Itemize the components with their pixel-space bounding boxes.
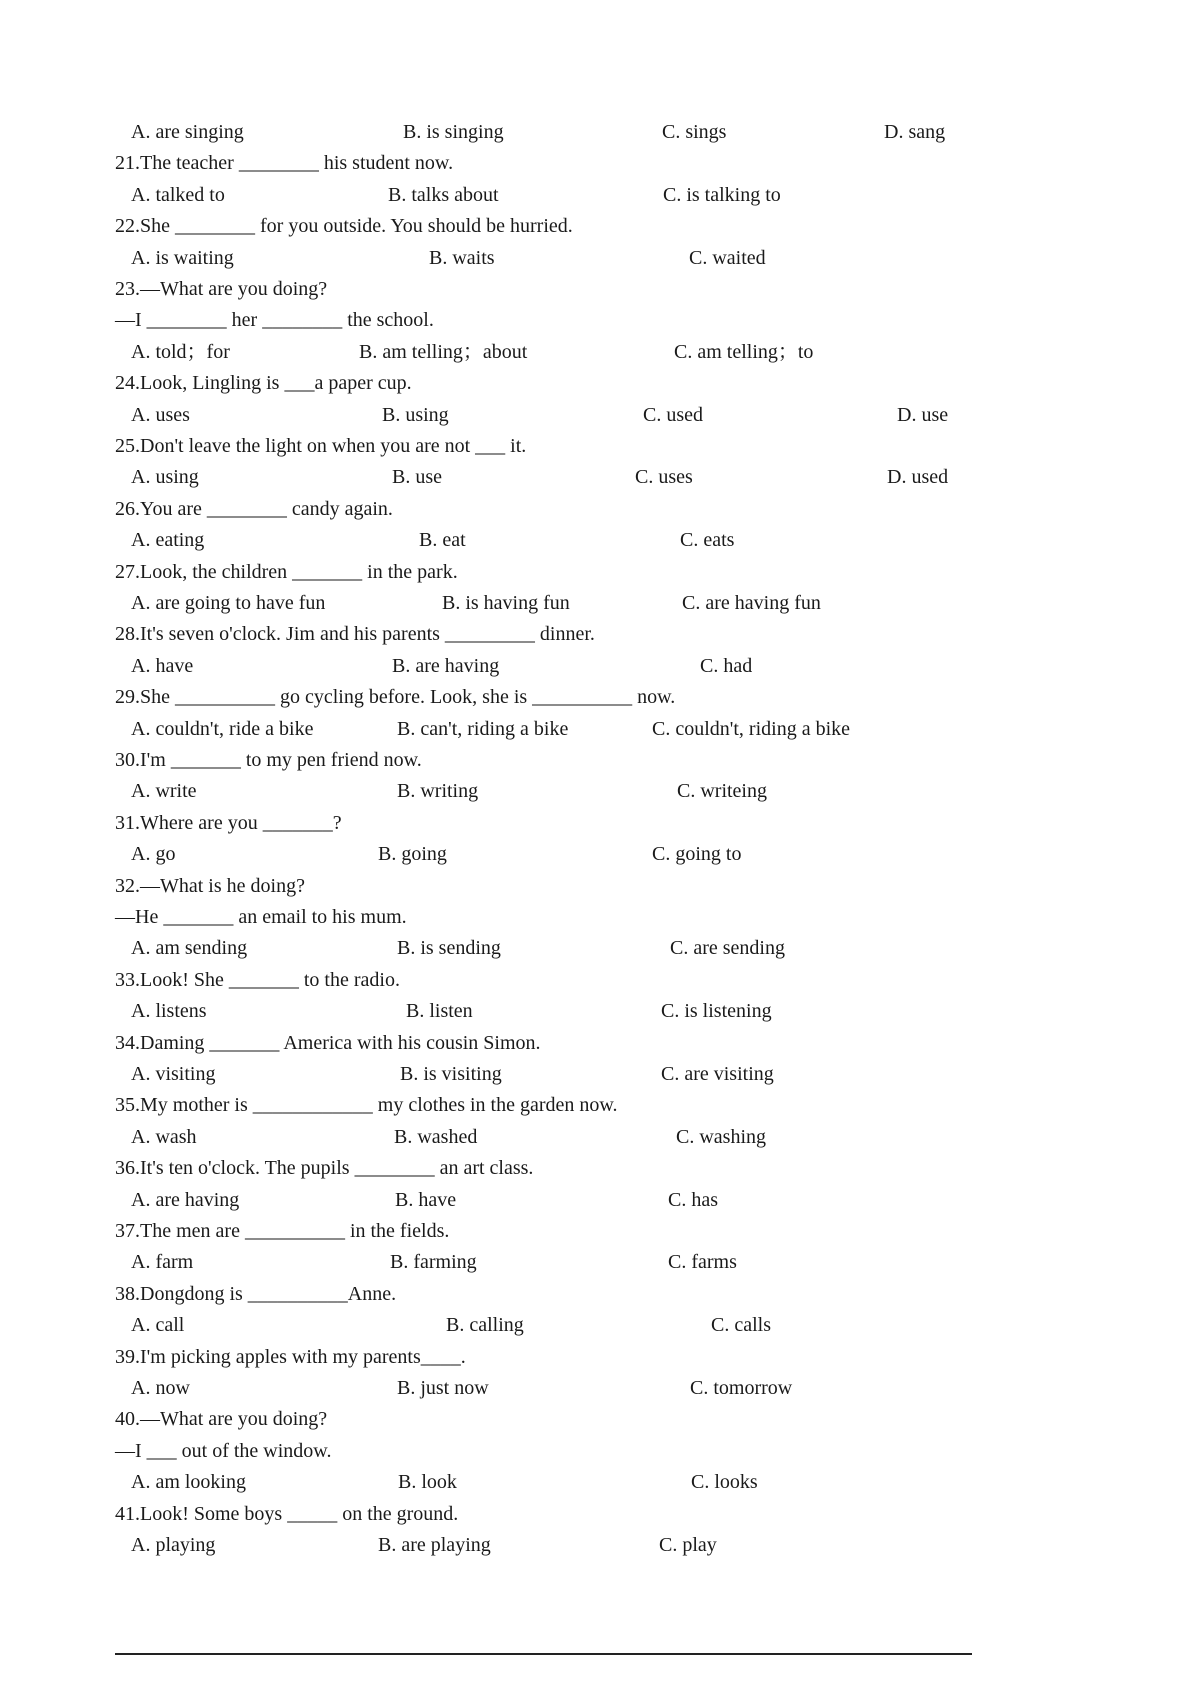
- answer-option-a: A. uses: [131, 403, 190, 426]
- question-line: [0, 1404, 1200, 1434]
- answer-option-a: A. farm: [131, 1251, 194, 1274]
- answer-option-b: B. have: [395, 1188, 457, 1211]
- answer-option-b: B. is visiting: [400, 1063, 502, 1085]
- answer-option-a: A. playing: [131, 1534, 216, 1556]
- answer-option-b: B. is having fun: [442, 592, 570, 614]
- question-line: [0, 902, 1200, 932]
- answer-option-c: C. looks: [691, 1471, 758, 1494]
- answer-option-b: B. farming: [390, 1251, 477, 1274]
- answer-option-a: A. wash: [131, 1125, 197, 1148]
- question-line: [0, 871, 1200, 901]
- question-text: 32.—What is he doing?: [115, 874, 305, 897]
- answer-option-b: B. writing: [397, 780, 479, 803]
- answer-option-c: C. going to: [652, 843, 742, 866]
- answer-options: [0, 337, 1200, 367]
- answer-option-b: B. eat: [419, 529, 466, 552]
- answer-options: [0, 776, 1200, 806]
- answer-option-c: C. eats: [680, 529, 735, 552]
- answer-option-a: A. listens: [131, 1000, 207, 1023]
- answer-options: [0, 651, 1200, 681]
- question-line: [0, 1028, 1200, 1058]
- question-text: 24.Look, Lingling is ___a paper cup.: [115, 372, 412, 395]
- answer-option-b: B. am telling；about: [359, 340, 528, 363]
- answer-options: [0, 180, 1200, 210]
- question-line: [0, 1436, 1200, 1466]
- answer-option-b: B. listen: [406, 1000, 473, 1023]
- answer-option-c: C. had: [700, 654, 753, 677]
- answer-option-a: A. call: [131, 1314, 185, 1337]
- answer-option-c: C. waited: [689, 246, 766, 269]
- question-text: 38.Dongdong is __________Anne.: [115, 1282, 397, 1305]
- question-text: 40.—What are you doing?: [115, 1408, 328, 1431]
- answer-option-c: C. tomorrow: [690, 1377, 793, 1399]
- question-text: 31.Where are you _______?: [115, 811, 342, 834]
- answer-option-a: A. are singing: [131, 121, 244, 143]
- answer-option-c: C. are having fun: [682, 592, 821, 614]
- question-line: [0, 1216, 1200, 1246]
- answer-options: [0, 400, 1200, 430]
- answer-option-a: A. visiting: [131, 1063, 216, 1085]
- question-line: [0, 745, 1200, 775]
- question-text: —He _______ an email to his mum.: [115, 906, 407, 928]
- answer-option-a: A. told；for: [131, 340, 230, 363]
- answer-option-a: A. couldn't, ride a bike: [131, 717, 314, 740]
- question-line: [0, 211, 1200, 241]
- answer-options: [0, 1530, 1200, 1560]
- answer-options: [0, 525, 1200, 555]
- question-line: [0, 1342, 1200, 1372]
- answer-option-d: D. sang: [884, 121, 946, 143]
- question-line: [0, 808, 1200, 838]
- question-line: [0, 557, 1200, 587]
- question-text: —I ________ her ________ the school.: [115, 309, 434, 332]
- answer-option-a: A. is waiting: [131, 246, 234, 269]
- question-line: [0, 1499, 1200, 1529]
- question-line: [0, 305, 1200, 335]
- answer-option-c: C. is listening: [661, 1000, 772, 1023]
- answer-option-b: B. just now: [397, 1377, 489, 1399]
- question-line: [0, 619, 1200, 649]
- answer-option-c: C. calls: [711, 1314, 771, 1337]
- question-text: 41.Look! Some boys _____ on the ground.: [115, 1502, 459, 1525]
- answer-options: [0, 1467, 1200, 1497]
- question-text: 21.The teacher ________ his student now.: [115, 152, 454, 175]
- answer-option-b: B. is sending: [397, 937, 501, 960]
- answer-option-c: C. uses: [635, 466, 693, 489]
- answer-option-b: B. going: [378, 843, 447, 866]
- answer-option-b: B. are having: [392, 654, 500, 677]
- question-text: 36.It's ten o'clock. The pupils ________ an art class.: [115, 1157, 534, 1180]
- answer-option-b: B. using: [382, 403, 449, 426]
- question-line: [0, 1279, 1200, 1309]
- answer-option-a: A. write: [131, 780, 197, 803]
- answer-option-a: A. are going to have fun: [131, 592, 326, 614]
- question-line: [0, 148, 1200, 178]
- answer-option-c: C. writeing: [677, 780, 767, 803]
- answer-options: [0, 996, 1200, 1026]
- question-line: [0, 965, 1200, 995]
- answer-option-c: C. is talking to: [663, 183, 781, 206]
- answer-option-a: A. are having: [131, 1188, 240, 1211]
- answer-option-b: B. is singing: [403, 121, 504, 143]
- answer-option-c: C. washing: [676, 1125, 766, 1148]
- answer-options: [0, 588, 1200, 618]
- answer-option-a: A. eating: [131, 529, 205, 552]
- answer-option-a: A. am looking: [131, 1471, 246, 1494]
- answer-option-b: B. use: [392, 466, 442, 489]
- answer-option-b: B. calling: [446, 1314, 524, 1337]
- question-text: 30.I'm _______ to my pen friend now.: [115, 749, 422, 771]
- question-line: [0, 1153, 1200, 1183]
- question-text: 35.My mother is ____________ my clothes in the garden now.: [115, 1094, 618, 1117]
- answer-option-a: A. have: [131, 654, 194, 677]
- answer-option-c: C. sings: [662, 121, 727, 143]
- answer-option-c: C. has: [668, 1188, 718, 1211]
- answer-option-c: C. am telling；to: [674, 340, 814, 363]
- question-text: 34.Daming _______ America with his cousin Simon.: [115, 1031, 541, 1054]
- answer-option-c: C. couldn't, riding a bike: [652, 717, 851, 740]
- answer-option-b: B. can't, riding a bike: [397, 717, 569, 740]
- answer-option-c: C. play: [659, 1534, 717, 1556]
- question-line: [0, 1090, 1200, 1120]
- question-line: [0, 274, 1200, 304]
- answer-option-d: D. use: [897, 403, 949, 426]
- answer-option-a: A. talked to: [131, 183, 225, 206]
- question-text: 28.It's seven o'clock. Jim and his parents _________ dinner.: [115, 623, 595, 646]
- question-text: 37.The men are __________ in the fields.: [115, 1220, 450, 1242]
- question-text: 22.She ________ for you outside. You should be hurried.: [115, 215, 573, 238]
- answer-option-b: B. washed: [394, 1125, 478, 1148]
- answer-options: [0, 1247, 1200, 1277]
- question-text: 23.—What are you doing?: [115, 278, 328, 300]
- question-text: 25.Don't leave the light on when you are not ___ it.: [115, 435, 527, 457]
- answer-option-a: A. now: [131, 1377, 190, 1399]
- question-text: 33.Look! She _______ to the radio.: [115, 968, 400, 991]
- answer-options: [0, 933, 1200, 963]
- question-text: 27.Look, the children _______ in the park.: [115, 560, 458, 583]
- question-line: [0, 368, 1200, 398]
- answer-option-b: B. waits: [429, 246, 495, 269]
- answer-option-a: A. go: [131, 843, 176, 866]
- answer-options: [0, 1185, 1200, 1215]
- answer-option-a: A. am sending: [131, 937, 248, 960]
- answer-option-d: D. used: [887, 466, 949, 489]
- question-text: 29.She __________ go cycling before. Look, she is __________ now.: [115, 686, 676, 709]
- answer-option-b: B. talks about: [388, 183, 499, 206]
- answer-options: [0, 1059, 1200, 1089]
- answer-option-c: C. used: [643, 403, 703, 426]
- answer-option-c: C. farms: [668, 1251, 737, 1274]
- answer-options: [0, 117, 1200, 147]
- answer-option-b: B. are playing: [378, 1534, 491, 1556]
- question-text: —I ___ out of the window.: [115, 1439, 332, 1462]
- question-text: 26.You are ________ candy again.: [115, 497, 393, 520]
- answer-options: [0, 243, 1200, 273]
- question-line: [0, 682, 1200, 712]
- footer-rule: [115, 1653, 972, 1655]
- answer-options: [0, 1310, 1200, 1340]
- answer-option-b: B. look: [398, 1471, 457, 1494]
- answer-options: [0, 1122, 1200, 1152]
- answer-option-a: A. using: [131, 466, 199, 489]
- question-line: [0, 431, 1200, 461]
- answer-options: [0, 462, 1200, 492]
- answer-options: [0, 839, 1200, 869]
- answer-options: [0, 714, 1200, 744]
- question-text: 39.I'm picking apples with my parents____.: [115, 1345, 466, 1368]
- answer-option-c: C. are sending: [670, 937, 785, 960]
- question-line: [0, 494, 1200, 524]
- answer-options: [0, 1373, 1200, 1403]
- answer-option-c: C. are visiting: [661, 1063, 774, 1085]
